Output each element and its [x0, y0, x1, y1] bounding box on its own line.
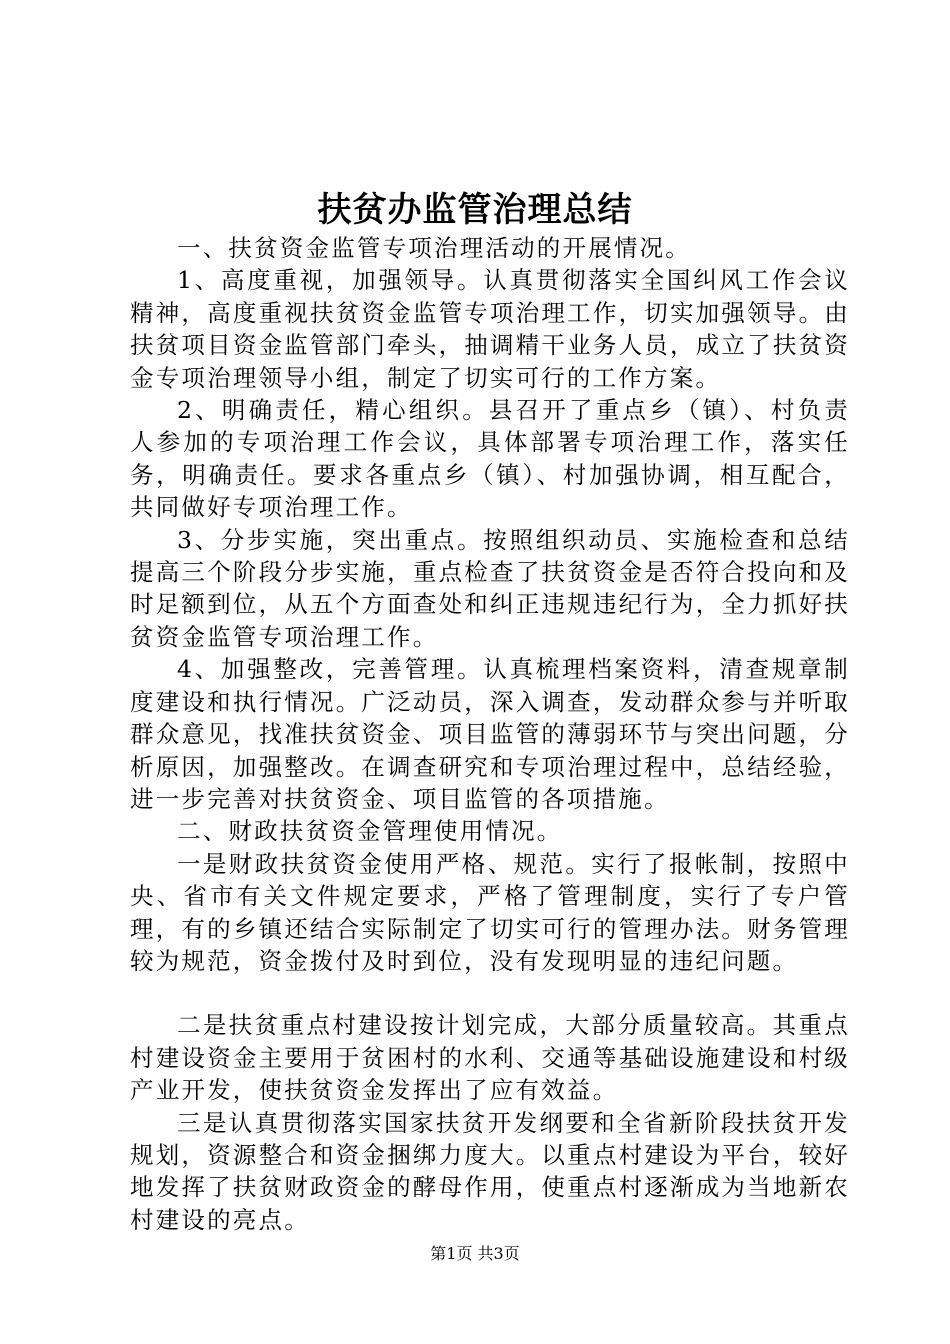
section-heading-1: 一、扶贫资金监管专项治理活动的开展情况。: [177, 234, 691, 262]
body-paragraph: 1、高度重视，加强领导。认真贯彻落实全国纠风工作会议精神，高度重视扶贫资金监管专项治理工作，切实加强领导。由扶贫项目资金监管部门牵头，抽调精干业务人员，成立了扶贫资金专项治理领导小组，制定了切实可行的工作方案。: [130, 266, 850, 392]
body-paragraph: 3、分步实施，突出重点。按照组织动员、实施检查和总结提高三个阶段分步实施，重点检查了扶贫资金是否符合投向和及时足额到位，从五个方面查处和纠正违规违纪行为，全力抓好扶贫资金监管专项治理工作。: [130, 525, 850, 651]
page-footer: 第1页 共3页: [430, 1244, 520, 1263]
document-title: 扶贫办监管治理总结: [317, 190, 633, 230]
document-body: [130, 232, 850, 1236]
body-paragraph: 一是财政扶贫资金使用严格、规范。实行了报帐制，按照中央、省市有关文件规定要求，严格了管理制度，实行了专户管理，有的乡镇还结合实际制定了切实可行的管理办法。财务管理较为规范，资金拨付及时到位，没有发现明显的违纪问题。: [130, 849, 850, 975]
section-heading-2: 二、财政扶贫资金管理使用情况。: [177, 817, 563, 846]
body-paragraph: 三是认真贯彻落实国家扶贫开发纲要和全省新阶段扶贫开发规划，资源整合和资金捆绑力度大。以重点村建设为平台，较好地发挥了扶贫财政资金的酵母作用，使重点村逐渐成为当地新农村建设的亮点。: [130, 1108, 850, 1234]
body-paragraph: 二是扶贫重点村建设按计划完成，大部分质量较高。其重点村建设资金主要用于贫困村的水利、交通等基础设施建设和村级产业开发，使扶贫资金发挥出了应有效益。: [130, 1011, 850, 1105]
body-paragraph: 4、加强整改，完善管理。认真梳理档案资料，清查规章制度建设和执行情况。广泛动员，深入调查，发动群众参与并听取群众意见，找准扶贫资金、项目监管的薄弱环节与突出问题，分析原因，加强整改。在调查研究和专项治理过程中，总结经验，进一步完善对扶贫资金、项目监管的各项措施。: [130, 655, 850, 813]
body-paragraph: 2、明确责任，精心组织。县召开了重点乡（镇）、村负责人参加的专项治理工作会议，具体部署专项治理工作，落实任务，明确责任。要求各重点乡（镇）、村加强协调，相互配合，共同做好专项治理工作。: [130, 396, 850, 522]
